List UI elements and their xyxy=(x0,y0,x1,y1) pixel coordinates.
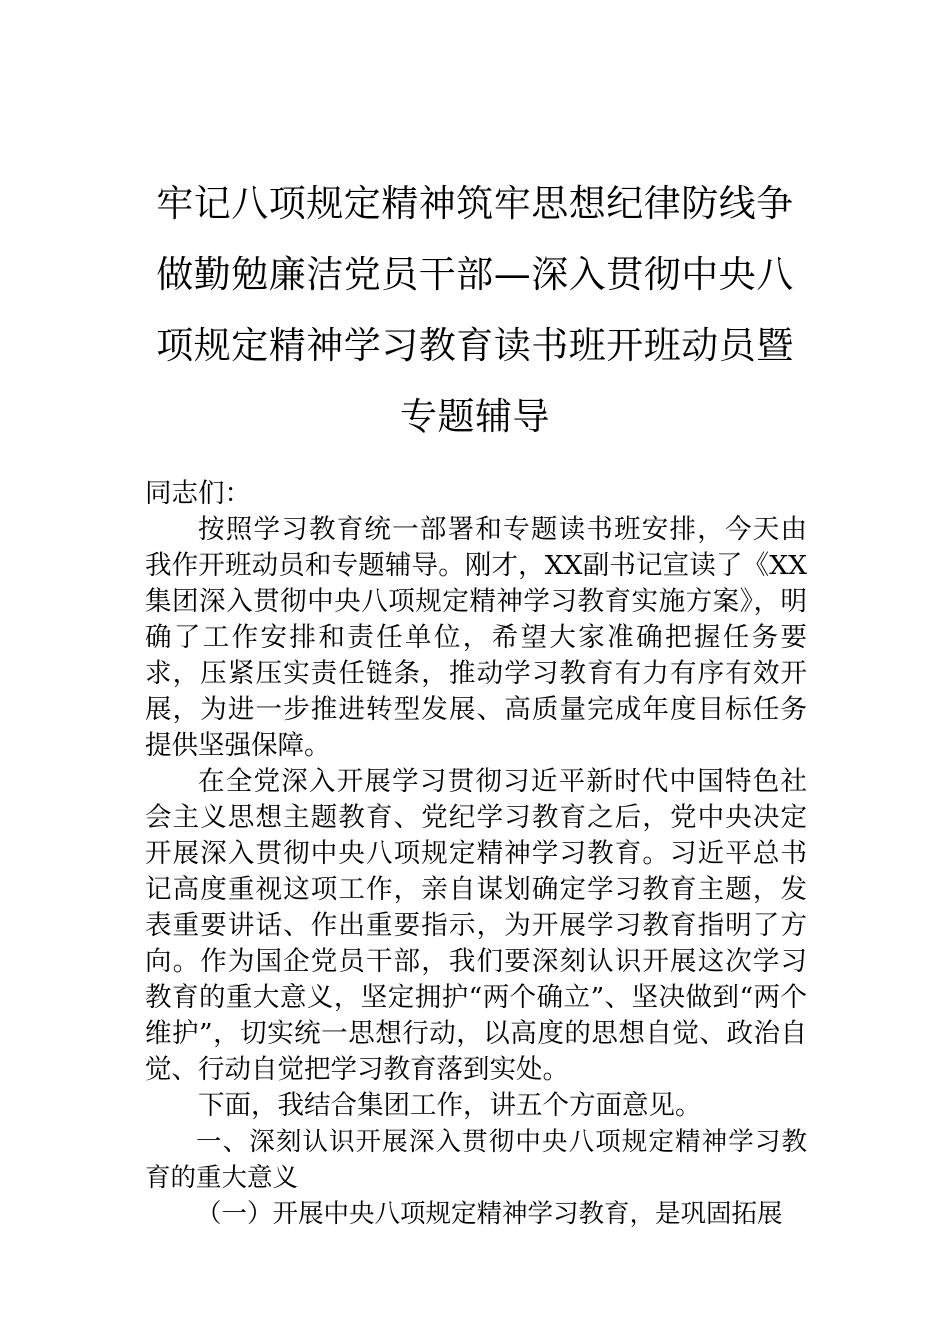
paragraph-1: 按照学习教育统一部署和专题读书班安排，今天由我作开班动员和专题辅导。刚才，XX副书记宣读了《XX集团深入贯彻中央八项规定精神学习教育实施方案》，明确了工作安排和责任单位，希望大家准确把握任务要求，压紧压实责任链条，推动学习教育有力有序有效开展，为进一步推进转型发展、高质量完成年度目标任务提供坚强保障。 xyxy=(145,514,807,761)
paragraph-3: 下面，我结合集团工作，讲五个方面意见。 xyxy=(198,1090,702,1121)
paragraph-2: 在全党深入开展学习贯彻习近平新时代中国特色社会主义思想主题教育、党纪学习教育之后，党中央决定开展深入贯彻中央八项规定精神学习教育。习近平总书记高度重视这项工作，亲自谋划确定学习教育主题，发表重要讲话、作出重要指示，为开展学习教育指明了方向。作为国企党员干部，我们要深刻认识开展这次学习教育的重大意义，坚定拥护“两个确立”、坚决做到“两个维护”，切实统一思想行动，以高度的思想自觉、政治自觉、行动自觉把学习教育落到实处。 xyxy=(145,766,807,1085)
section-heading-1: 一、深刻认识开展深入贯彻中央八项规定精神学习教育的重大意义 xyxy=(145,1127,807,1193)
document-title: 牢记八项规定精神筑牢思想纪律防线争做勤勉廉洁党员干部—深入贯彻中央八项规定精神学习教育读书班开班动员暨专题辅导 xyxy=(156,182,794,438)
subheading-1: （一）开展中央八项规定精神学习教育，是巩固拓展 xyxy=(196,1199,783,1229)
salutation: 同志们： xyxy=(145,478,251,509)
document-body xyxy=(145,476,807,1232)
